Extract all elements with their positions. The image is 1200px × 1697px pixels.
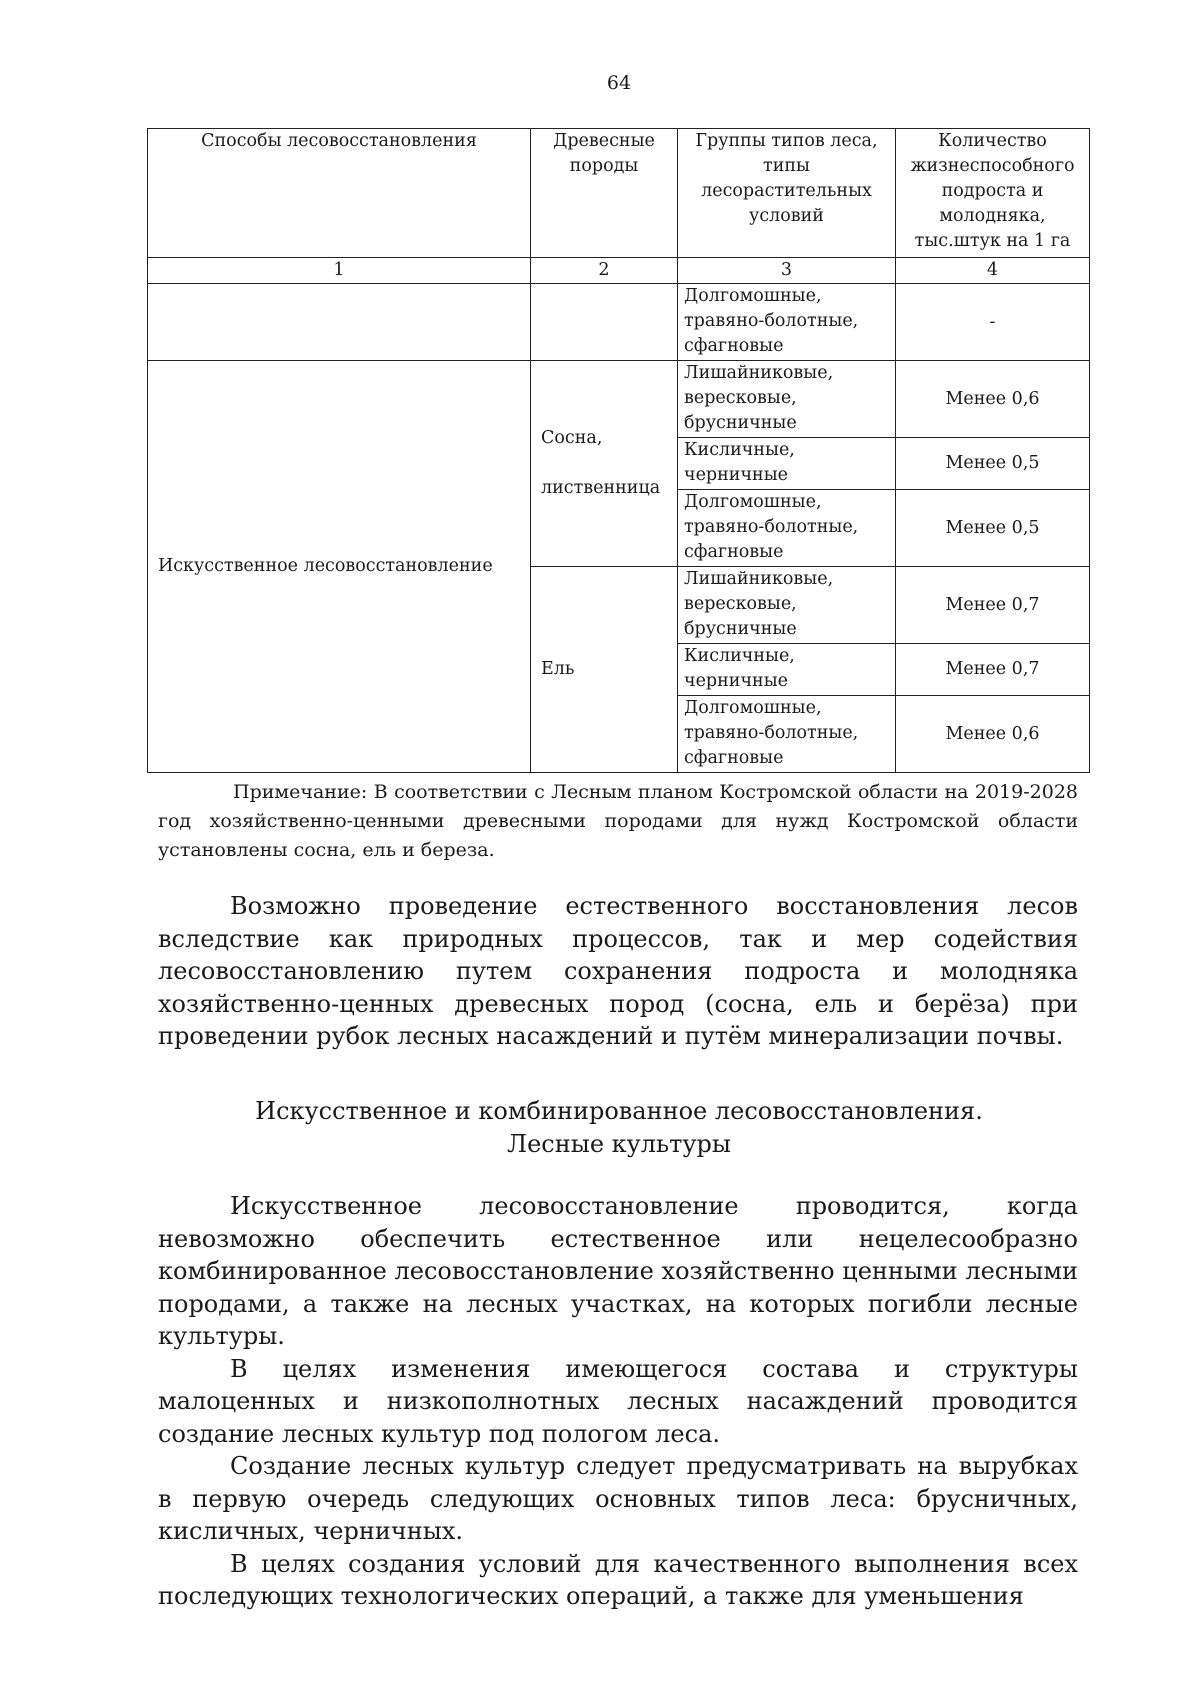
body-paragraphs: [158, 1190, 1078, 1613]
section-heading-line1: Искусственное и комбинированное лесовосстановления.: [255, 1097, 983, 1125]
quantity-cell: Менее 0,6: [896, 696, 1090, 773]
quantity-cell: Менее 0,5: [896, 438, 1090, 490]
forest-type-cell: Лишайниковые, вересковые, брусничные: [678, 361, 896, 438]
quantity-cell: -: [896, 284, 1090, 361]
natural-reforestation-paragraph: [158, 890, 1078, 1053]
forest-type-cell: Долгомошные, травяно-болотные, сфагновые: [678, 696, 896, 773]
paragraph-text: Возможно проведение естественного восстановления лесов вследствие как природных процессов, так и мер содействия лесовосстановлению путем сохранения подроста и молодняка хозяйственно-ценных древесных пород (сосна, ель и берёза) при проведении рубок лесных насаждений и путём минерализации почвы.: [158, 892, 1078, 1050]
section-heading-line2: Лесные культуры: [507, 1130, 731, 1158]
method-cell: Искусственное лесовосстановление: [148, 361, 531, 773]
species-pine: Сосна,: [541, 428, 603, 448]
column-number: 4: [896, 258, 1090, 284]
table-row: [148, 284, 1090, 361]
quantity-cell: Менее 0,7: [896, 644, 1090, 696]
quantity-cell: Менее 0,6: [896, 361, 1090, 438]
table-header-row: [148, 129, 1090, 258]
quantity-cell: Менее 0,7: [896, 567, 1090, 644]
paragraph-text: Искусственное лесовосстановление проводится, когда невозможно обеспечить естественное или нецелесообразно комбинированное лесовосстановление хозяйственно ценными лесными породами, а также на лесных участках, на которых погибли лесные культуры.: [158, 1192, 1078, 1350]
header-quantity: Количество жизнеспособного подроста и молодняка, тыс.штук на 1 га: [896, 129, 1090, 258]
paragraph-text: В целях изменения имеющегося состава и структуры малоценных и низкополнотных лесных насаждений проводится создание лесных культур под пологом леса.: [158, 1354, 1078, 1448]
forest-type-cell: Долгомошные, травяно-болотные, сфагновые: [678, 490, 896, 567]
forest-type-cell: Кисличные, черничные: [678, 438, 896, 490]
quantity-cell: Менее 0,5: [896, 490, 1090, 567]
section-heading: [0, 1095, 1200, 1161]
species-cell-pine-larch: [531, 361, 678, 567]
forest-type-cell: Лишайниковые, вересковые, брусничные: [678, 567, 896, 644]
forest-type-cell: Кисличные, черничные: [678, 644, 896, 696]
header-species: Древесные породы: [531, 129, 678, 258]
paragraph-text: Создание лесных культур следует предусматривать на вырубках в первую очередь следующих основных типов леса: брусничных, кисличных, черничных.: [158, 1452, 1078, 1545]
column-number: 2: [531, 258, 678, 284]
table-row: [148, 361, 1090, 438]
forest-type-cell: Долгомошные, травяно-болотные, сфагновые: [678, 284, 896, 361]
table-cell-empty: [531, 284, 678, 361]
header-forest-types: Группы типов леса, типы лесорастительных условий: [678, 129, 896, 258]
column-number: 1: [148, 258, 531, 284]
species-cell-spruce: Ель: [531, 567, 678, 773]
note-text: Примечание: В соответствии с Лесным планом Костромской области на 2019-2028 год хозяйственно-ценными древесными породами для нужд Костромской области установлены сосна, ель и береза.: [158, 781, 1078, 861]
page-number: 64: [606, 72, 632, 94]
reforestation-table: [147, 128, 1090, 773]
header-methods: Способы лесовосстановления: [148, 129, 531, 258]
column-number-row: [148, 258, 1090, 284]
column-number: 3: [678, 258, 896, 284]
species-larch: лиственница: [541, 478, 661, 498]
paragraph-text: В целях создания условий для качественного выполнения всех последующих технологических операций, а также для уменьшения: [158, 1549, 1078, 1610]
table-cell-empty: [148, 284, 531, 361]
table-note: [158, 778, 1078, 865]
